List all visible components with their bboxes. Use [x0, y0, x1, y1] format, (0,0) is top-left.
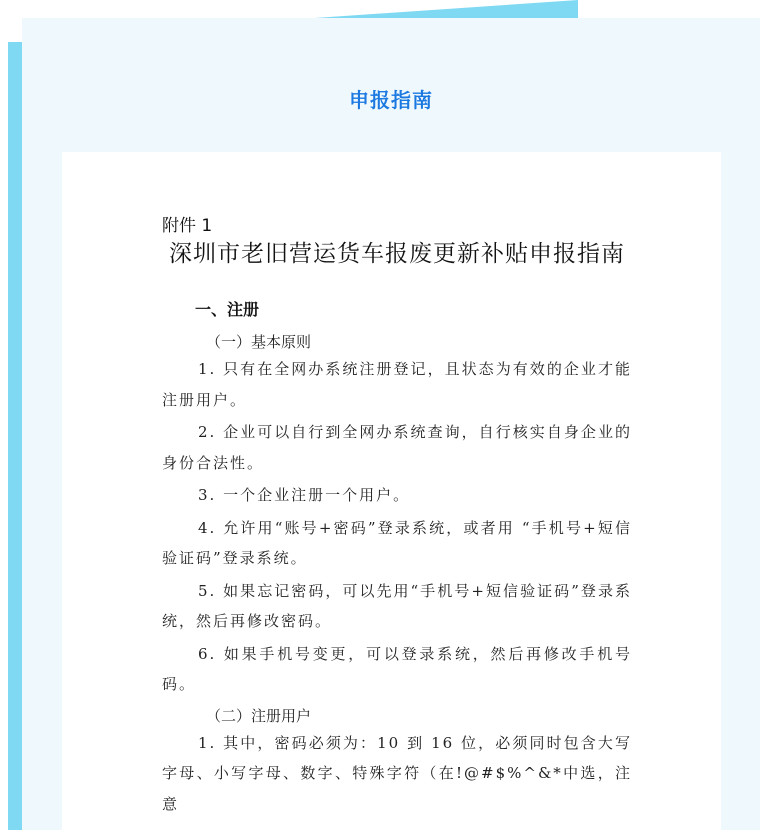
sub-heading-basic-principles: （一）基本原则 [206, 333, 312, 351]
paragraph-item: 3. 一个企业注册一个用户。 [198, 486, 411, 504]
section-heading-register: 一、注册 [195, 300, 260, 319]
top-decoration [286, 0, 578, 20]
document-content [162, 214, 632, 819]
paragraph-item: 5. 如果忘记密码，可以先用“手机号+短信验证码”登录系统，然后再修改密码。 [162, 581, 632, 630]
attachment-label: 附件 1 [162, 216, 213, 236]
sub-heading-register-user: （二）注册用户 [206, 706, 312, 725]
panel-title: 申报指南 [349, 88, 433, 112]
paragraph-item: 1. 其中，密码必须为：10 到 16 位，必须同时包含大写字母、小写字母、数字、特殊字符（在!@#$%^&*中选，注意 [162, 733, 632, 813]
paragraph-item: 1. 只有在全网办系统注册登记，且状态为有效的企业才能注册用户。 [162, 360, 632, 409]
document-title: 深圳市老旧营运货车报废更新补贴申报指南 [169, 241, 625, 267]
document-page [62, 152, 721, 830]
side-accent-bar [8, 42, 22, 830]
paragraph-item: 6. 如果手机号变更，可以登录系统，然后再修改手机号码。 [162, 644, 632, 693]
paragraph-item: 2. 企业可以自行到全网办系统查询，自行核实自身企业的身份合法性。 [162, 423, 632, 472]
paragraph-item: 4. 允许用“账号+密码”登录系统，或者用 “手机号+短信验证码”登录系统。 [162, 518, 632, 567]
